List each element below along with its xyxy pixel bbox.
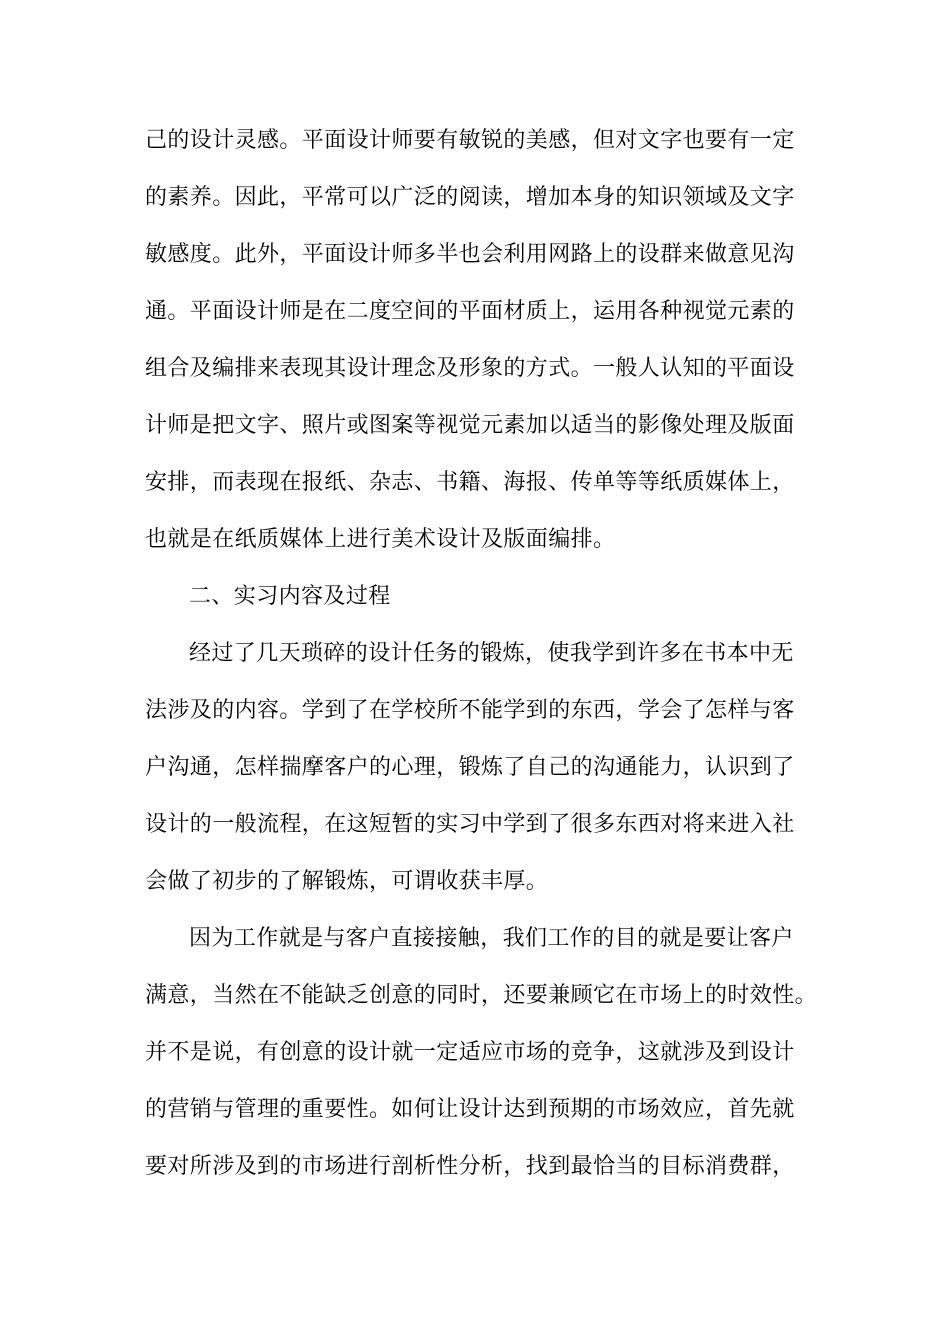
text-line: 设计的一般流程，在这短暂的实习中学到了很多东西对将来进入社 — [145, 812, 795, 837]
text-line: 安排，而表现在报纸、杂志、书籍、海报、传单等等纸质媒体上， — [145, 470, 795, 495]
text-line: 满意，当然在不能缺乏创意的同时，还要兼顾它在市场上的时效性。 — [145, 983, 818, 1008]
text-line: 己的设计灵感。平面设计师要有敏锐的美感，但对文字也要有一定 — [145, 128, 795, 153]
text-line: 会做了初步的了解锻炼，可谓收获丰厚。 — [145, 869, 549, 894]
section-heading: 二、实习内容及过程 — [189, 584, 391, 609]
body-text — [145, 128, 818, 1211]
text-line: 经过了几天琐碎的设计任务的锻炼，使我学到许多在书本中无 — [189, 641, 794, 666]
text-line: 因为工作就是与客户直接接触，我们工作的目的就是要让客户 — [189, 926, 794, 951]
text-line: 通。平面设计师是在二度空间的平面材质上，运用各种视觉元素的 — [145, 299, 795, 324]
text-line: 户沟通，怎样揣摩客户的心理，锻炼了自己的沟通能力，认识到了 — [145, 755, 795, 780]
text-line: 的素养。因此，平常可以广泛的阅读，增加本身的知识领域及文字 — [145, 185, 795, 210]
text-line: 敏感度。此外，平面设计师多半也会利用网路上的设群来做意见沟 — [145, 242, 795, 267]
text-line: 组合及编排来表现其设计理念及形象的方式。一般人认知的平面设 — [145, 356, 795, 381]
text-line: 要对所涉及到的市场进行剖析性分析，找到最恰当的目标消费群， — [145, 1154, 795, 1179]
text-line: 的营销与管理的重要性。如何让设计达到预期的市场效应，首先就 — [145, 1097, 795, 1122]
text-line: 法涉及的内容。学到了在学校所不能学到的东西，学会了怎样与客 — [145, 698, 795, 723]
text-line: 计师是把文字、照片或图案等视觉元素加以适当的影像处理及版面 — [145, 413, 795, 438]
text-line: 并不是说，有创意的设计就一定适应市场的竞争，这就涉及到设计 — [145, 1040, 795, 1065]
text-line: 也就是在纸质媒体上进行美术设计及版面编排。 — [145, 527, 616, 552]
